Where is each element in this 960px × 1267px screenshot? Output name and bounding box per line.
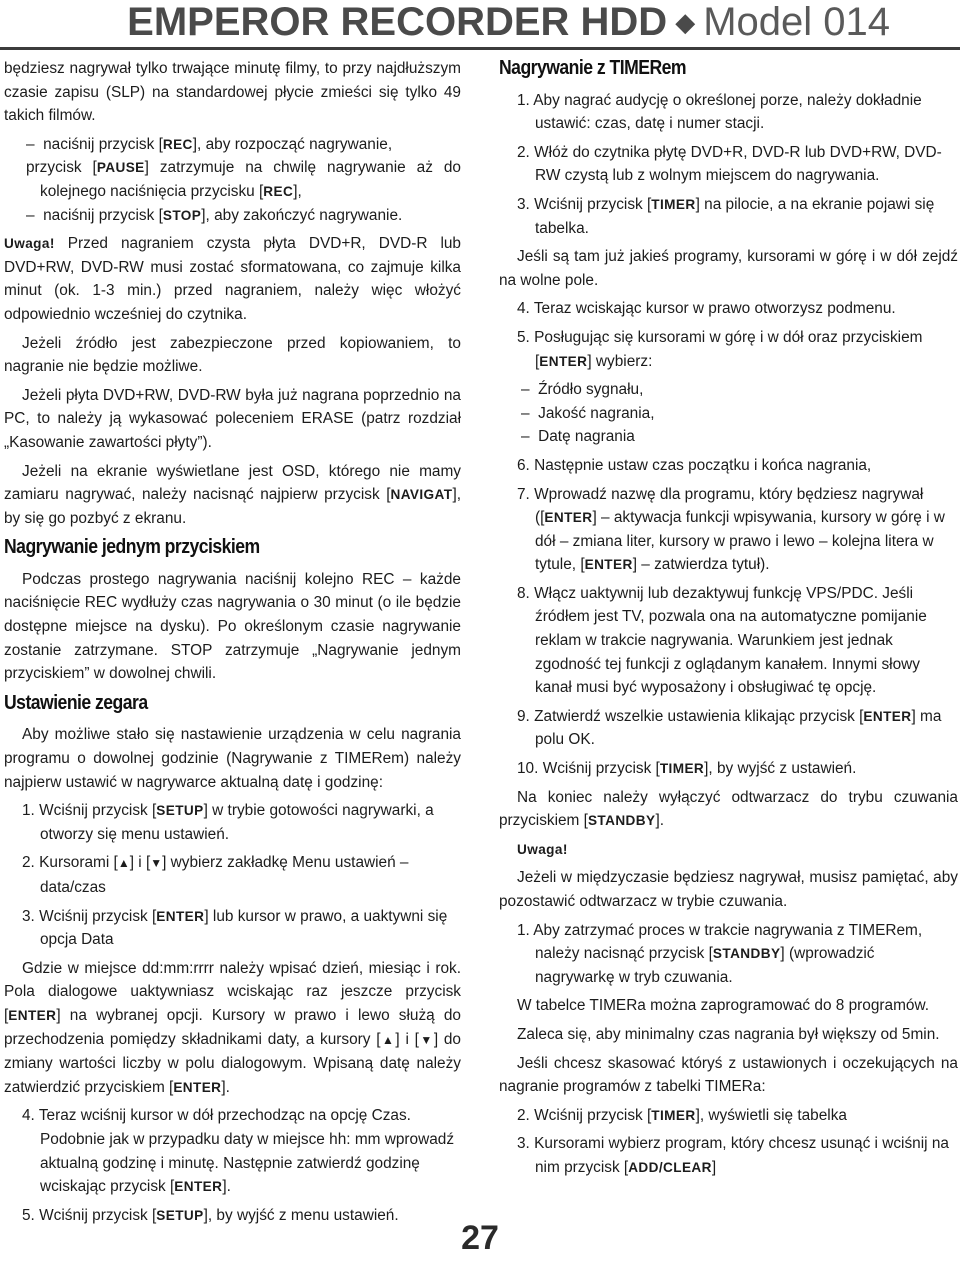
date-fields-paragraph: Gdzie w miejsce dd:mm:rrrr należy wpisać dzień, miesiąc i rok. Pola dialogowe uaktywniasz wciskając raz jeszcze przycisk [ENTER] na wybranej opcji. Kursory w prawo i lewo służą do przechodzenia pomiędzy składnikami daty, a kursory [▲ ] i [▼ ] do zmiany wartości liczby w polu dialogowym. Wpisaną datę należy zatwierdzić przyciskiem [ENTER]. — [4, 957, 461, 1100]
section-heading-clock: Ustawienie zegara — [4, 691, 148, 714]
clock-step-4: 4. Teraz wciśnij kursor w dół przechodząc na opcję Czas. Podobnie jak w przypadku daty w miejsce hh: mm wprowadź aktualną godzinę i minutę. Następnie zatwierdź godzinę wciskając przycisk [ENTER]. — [22, 1107, 455, 1196]
list-item: – Źródło sygnału, — [521, 381, 644, 399]
right-column — [499, 57, 958, 1185]
page-number: 27 — [461, 1219, 499, 1257]
timer-step-4: 4. Teraz wciskając kursor w prawo otworzysz podmenu. — [517, 300, 896, 318]
timer-step-5: 5. Posługując się kursorami w górę i w dół oraz przyciskiem [ENTER] wybierz: — [517, 328, 923, 370]
dash-item-pause: przycisk [PAUSE] zatrzymuje na chwilę nagrywanie aż do kolejnego naciśnięcia przycisku [REC], — [26, 159, 461, 200]
min-time-paragraph: Zaleca się, aby minimalny czas nagrania był większy od 5min. — [517, 1025, 940, 1043]
clock-step-2: 2. Kursorami [▲ ] i [▼ ] wybierz zakładkę Menu ustawień – data/czas — [4, 851, 461, 899]
clock-step-1: 1. Wciśnij przycisk [SETUP] w trybie gotowości nagrywarki, a otworzy się menu ustawień. — [22, 802, 434, 843]
existing-programs-paragraph: Jeśli są tam już jakieś programy, kursorami w górę i w dół zejdź na wolne pole. — [499, 248, 958, 289]
timer-step-6: 6. Następnie ustaw czas początku i końca nagrania, — [517, 456, 872, 474]
dash-item-stop: – naciśnij przycisk [STOP], aby zakończyć nagrywanie. — [26, 206, 403, 224]
timer-step-3: 3. Wciśnij przycisk [TIMER] na pilocie, a na ekranie pojawi się tabelka. — [517, 195, 935, 237]
stop-step-1: 1. Aby zatrzymać proces w trakcie nagrywania z TIMERem, należy nacisnąć przycisk [STANDBY] (wprowadzić nagrywarkę w tryb czuwania. — [517, 921, 923, 986]
dash-item-rec: – naciśnij przycisk [REC], aby rozpocząć nagrywanie, — [26, 135, 393, 153]
standby-paragraph: Na koniec należy wyłączyć odtwarzacz do trybu czuwania przyciskiem [STANDBY]. — [499, 788, 958, 830]
section-heading-timer: Nagrywanie z TIMERem — [499, 57, 687, 79]
down-arrow-icon — [419, 1031, 434, 1048]
warning-label: Uwaga! — [4, 236, 55, 252]
intro-paragraph: będziesz nagrywał tylko trwające minutę filmy, to przy najdłuższym czasie zapisu (SLP) na standardowej płycie zmieści się tylko 49 takich filmów. — [4, 60, 461, 125]
timer-step-2: 2. Włóż do czytnika płytę DVD+R, DVD-R lub DVD+RW, DVD-RW czystą lub z wolnym miejscem do nagrywania. — [517, 143, 942, 185]
osd-paragraph: Jeżeli na ekranie wyświetlane jest OSD, którego nie mamy zamiaru nagrywać, należy nacisnąć najpierw przycisk [NAVIGAT], by się go pozbyć z ekranu. — [4, 462, 461, 527]
erase-paragraph: Jeżeli płyta DVD+RW, DVD-RW była już nagrana poprzednio na PC, to należy ją wykasować poleceniem ERASE (patrz rozdział „Kasowanie zawartości płyty”). — [4, 386, 461, 451]
meanwhile-paragraph: Jeżeli w międzyczasie będziesz nagrywał, musisz pamiętać, aby pozostawić odtwarzacz w trybie czuwania. — [499, 869, 958, 910]
up-arrow-icon — [118, 854, 130, 871]
left-column — [4, 57, 461, 1232]
one-button-paragraph: Podczas prostego nagrywania naciśnij kolejno REC – każde naciśnięcie REC wydłuży czas nagrywania o 30 minut (o ile będzie dostępne miejsce na dysku). Po określonym czasie nagrywanie zostanie zatrzymane. STOP zatrzymuje „Nagrywanie jednym przyciskiem” w dowolnej chwili. — [4, 570, 461, 683]
clock-step-5: 5. Wciśnij przycisk [SETUP], by wyjść z menu ustawień. — [22, 1206, 399, 1224]
clock-intro-paragraph: Aby możliwe stało się nastawienie urządzenia w celu nagrania programu o dowolnej godzinie (Nagrywanie z TIMERem) należy najpierw ustawić w nagrywarce aktualną datę i godzinę: — [4, 726, 461, 791]
list-item: – Jakość nagrania, — [521, 404, 655, 422]
cancel-paragraph: Jeśli chcesz skasować któryś z ustawionych i oczekujących na nagranie programów z tabelki TIMERa: — [499, 1054, 958, 1096]
warning-paragraph: Uwaga! Przed nagraniem czysta płyta DVD+R, DVD-R lub DVD+RW, DVD-RW musi zostać sformatowana, co zajmuje kilka minut (ok. 1-3 min.) przed nagraniem, należy więc włożyć odpowiednio wcześniej do czytnika. — [4, 235, 461, 323]
eight-programs-paragraph: W tabelce TIMERa można zaprogramować do 8 programów. — [517, 997, 930, 1015]
cancel-step-2: 2. Wciśnij przycisk [TIMER], wyświetli się tabelka — [517, 1106, 847, 1124]
timer-step-9: 9. Zatwierdź wszelkie ustawienia klikając przycisk [ENTER] ma polu OK. — [517, 707, 942, 749]
timer-step-10: 10. Wciśnij przycisk [TIMER], by wyjść z ustawień. — [517, 760, 857, 778]
protect-paragraph: Jeżeli źródło jest zabezpieczone przed kopiowaniem, to nagranie nie będzie możliwe. — [4, 334, 461, 376]
timer-step-1: 1. Aby nagrać audycję o określonej porze, należy dokładnie ustawić: czas, datę i numer stacji. — [517, 91, 922, 133]
header-rule — [0, 47, 960, 50]
up-arrow-icon — [381, 1031, 396, 1048]
list-item: – Datę nagrania — [521, 428, 635, 446]
timer-step-7: 7. Wprowadź nazwę dla programu, który będziesz nagrywał ([ENTER] – aktywacja funkcji wpisywania, kursory w górę i w dół – zmiana liter, kursory w prawo i lewo – kolejna litera w tytule, [ENTER] – zatwierdza tytuł). — [517, 485, 945, 574]
diamond-icon: ◆ — [675, 7, 696, 37]
cancel-step-3: 3. Kursorami wybierz program, który chcesz usunąć i wciśnij na nim przycisk [ADD/CLEAR] — [517, 1135, 949, 1176]
warning-label: Uwaga! — [517, 841, 568, 857]
page-header — [0, 0, 960, 48]
header-title — [68, 0, 890, 46]
section-heading-one-button: Nagrywanie jednym przyciskiem — [4, 536, 260, 559]
clock-step-3: 3. Wciśnij przycisk [ENTER] lub kursor w prawo, a uaktywni się opcja Data — [22, 907, 448, 949]
brand-name: EMPEROR RECORDER HDD — [127, 0, 668, 44]
timer-step-8: 8. Włącz uaktywnij lub dezaktywuj funkcję VPS/PDC. Jeśli źródłem jest TV, pozwala ona na automatyczne pomijanie reklam w trakcie nagrywania. Warunkiem jest jednak zgodność tej funkcji z oglądanym kanałem. Innymi słowy kanał musi być wyposażony i obsługiwać tę opcję. — [517, 584, 927, 697]
down-arrow-icon — [150, 854, 162, 871]
model-name: Model 014 — [703, 0, 890, 44]
